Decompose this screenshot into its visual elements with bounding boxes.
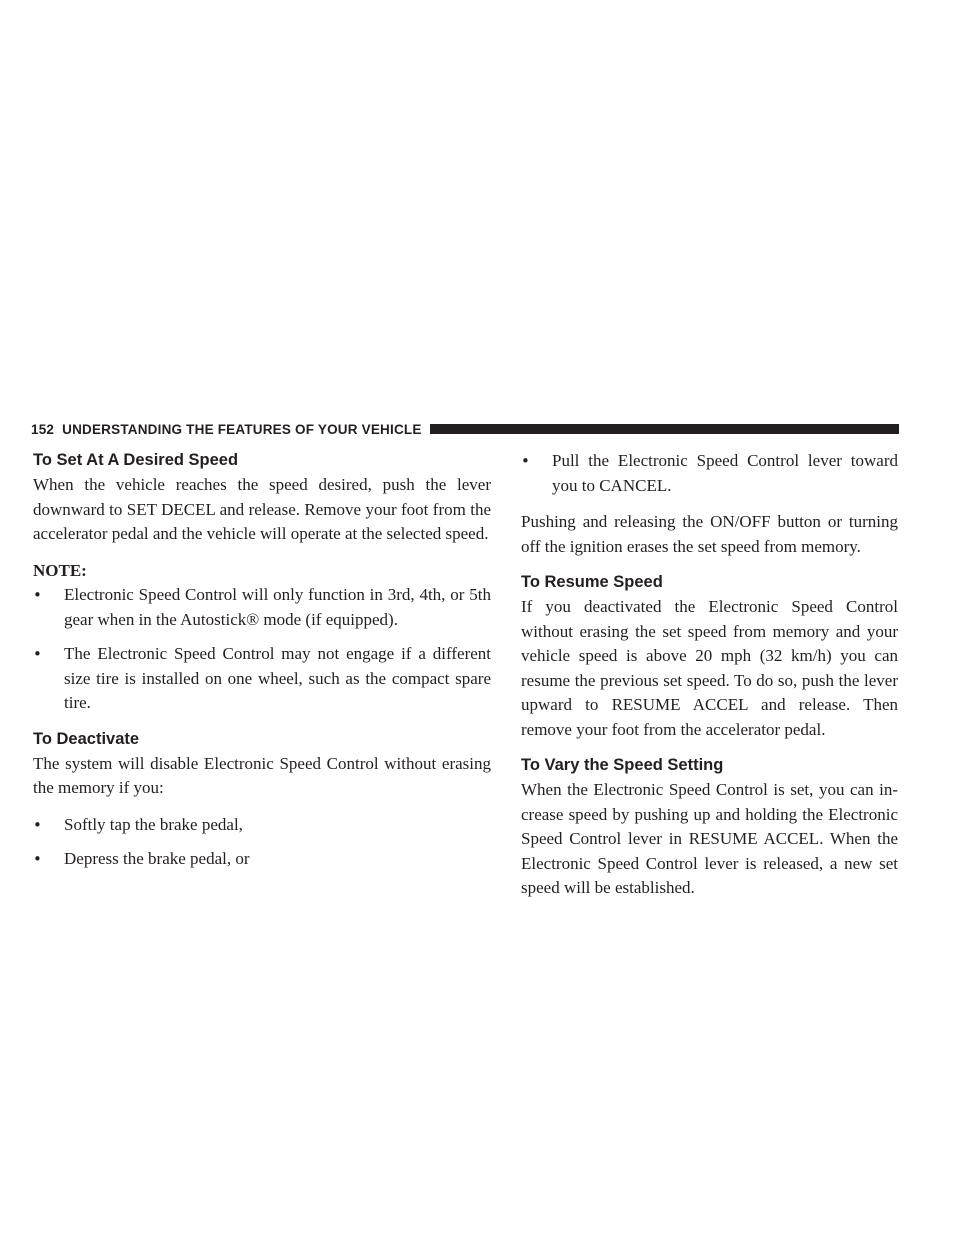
deactivate-heading: To Deactivate xyxy=(33,729,140,748)
set-speed-heading: To Set At A Desired Speed xyxy=(33,451,239,469)
note-item: • Electronic Speed Control will only function in 3rd, 4th, or 5th gear when in the Autostick® mode (if equipped). xyxy=(33,583,491,632)
header-title: UNDERSTANDING THE FEATURES OF YOUR VEHICLE xyxy=(62,421,422,437)
section-note xyxy=(33,559,491,716)
section-set-speed xyxy=(33,449,491,547)
deactivate-body: The system will disable Electronic Speed Control without erasing the memory if you: xyxy=(33,753,491,797)
right-column xyxy=(521,449,898,913)
note-item: • The Electronic Speed Control may not engage if a different size tire is installed on one wheel, such as the compact spare tire. xyxy=(33,642,491,716)
deactivate-item: • Softly tap the brake pedal, xyxy=(33,813,491,838)
running-header xyxy=(31,420,899,438)
deactivate-item: • Depress the brake pedal, or xyxy=(33,847,491,872)
section-vary xyxy=(521,754,898,901)
vary-body: When the Electronic Speed Control is set, you can in-crease speed by pushing up and holding the Electronic Speed Control lever in RESUME ACCEL. When the Electronic Speed Control lever is released, a new set speed will be established. xyxy=(521,780,898,897)
left-column xyxy=(33,449,491,884)
deactivate-list-continued xyxy=(521,449,898,498)
page-number: 152 xyxy=(31,421,55,437)
section-resume xyxy=(521,571,898,742)
deactivate-list xyxy=(33,813,491,872)
erase-memory-body: Pushing and releasing the ON/OFF button or turning off the ignition erases the set speed from memory. xyxy=(521,512,898,556)
section-deactivate xyxy=(33,728,491,872)
note-list xyxy=(33,583,491,716)
section-deactivate-continued xyxy=(521,449,898,559)
vary-heading: To Vary the Speed Setting xyxy=(521,756,724,774)
deactivate-item: • Pull the Electronic Speed Control lever toward you to CANCEL. xyxy=(521,449,898,498)
header-rule xyxy=(430,424,899,434)
resume-body: If you deactivated the Electronic Speed Control without erasing the set speed from memory and your vehicle speed is above 20 mph (32 km/h) you can resume the previous set speed. To do so, push the lever upward to RESUME ACCEL and release. Then remove your foot from the accelerator pedal. xyxy=(521,597,898,739)
resume-heading: To Resume Speed xyxy=(521,573,663,591)
note-label: NOTE: xyxy=(33,560,87,580)
set-speed-body: When the vehicle reaches the speed desired, push the lever downward to SET DECEL and release. Remove your foot from the accelerator pedal and the vehicle will operate at the selected speed. xyxy=(33,475,491,543)
